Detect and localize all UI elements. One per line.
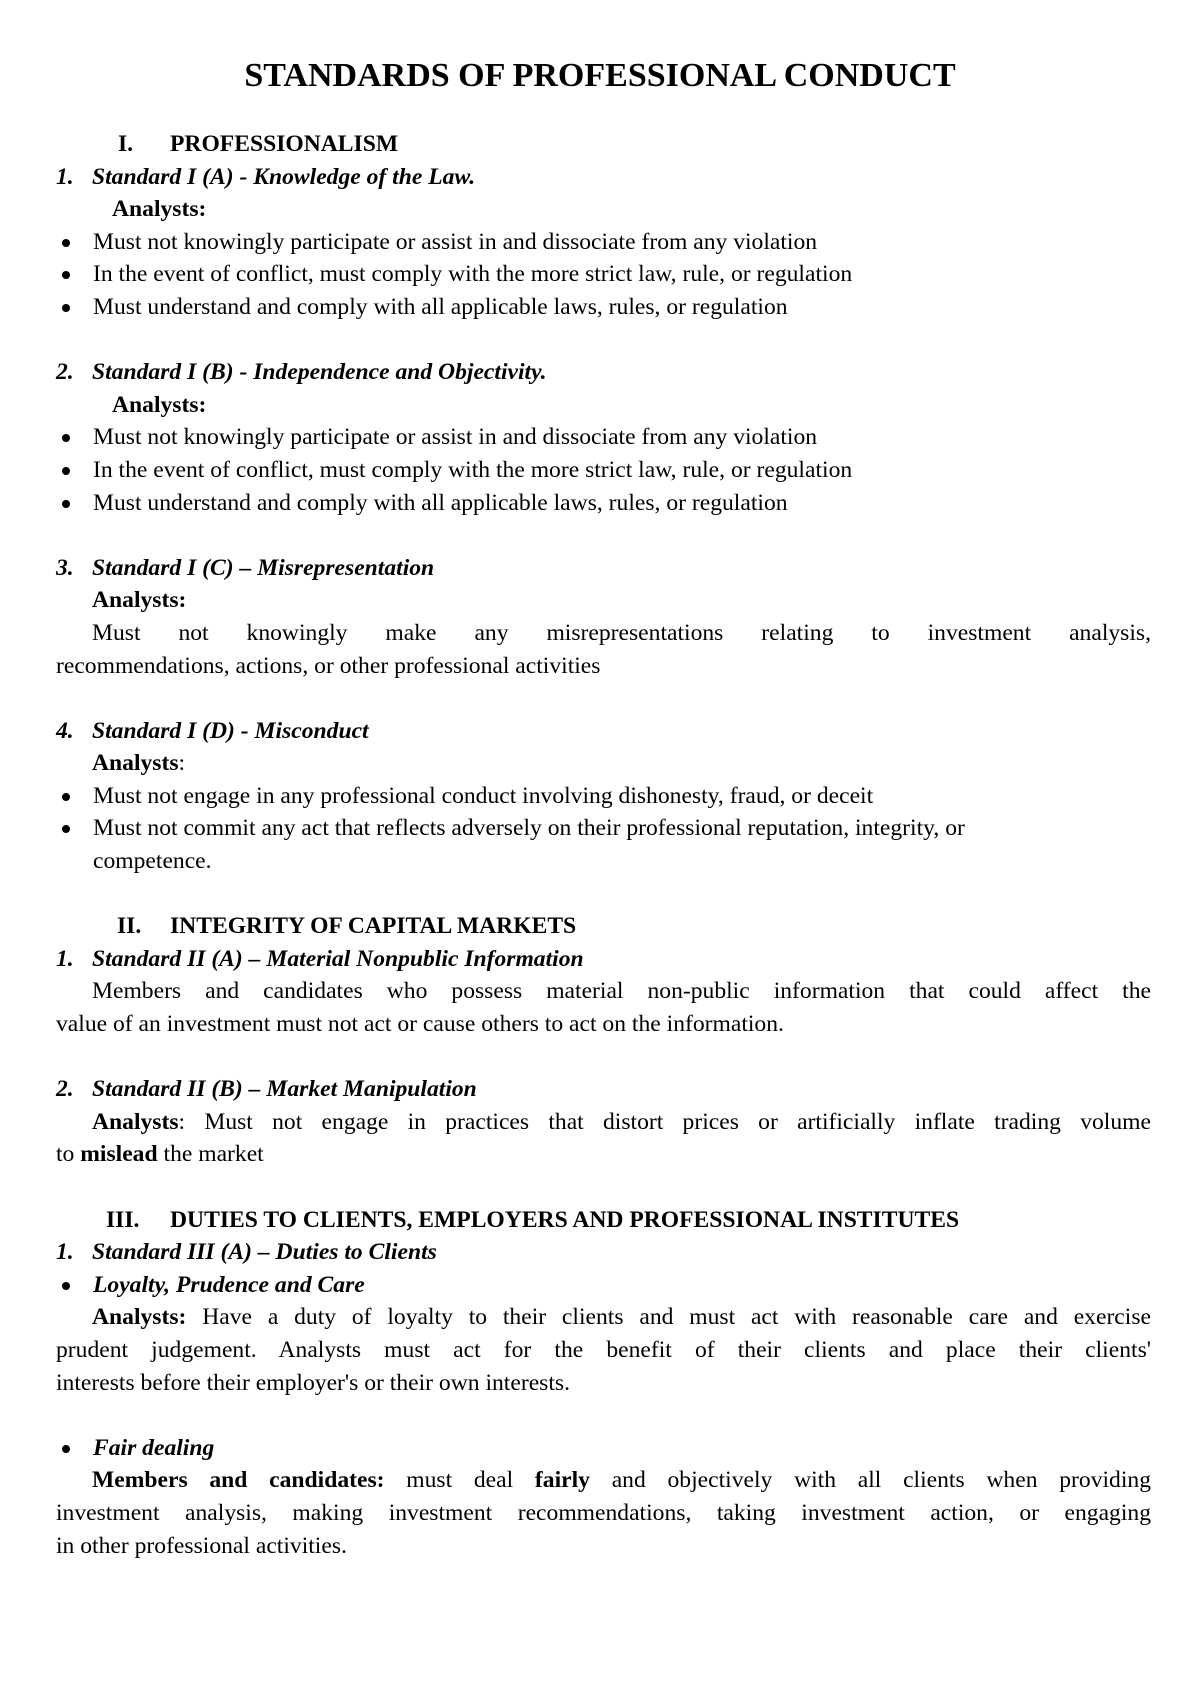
- spacer: [56, 1041, 1151, 1074]
- paragraph-line: Must not knowingly make any misrepresentations relating to investment analysis,: [92, 619, 1151, 646]
- paragraph-line: prudent judgement. Analysts must act for the benefit of their clients and place their clients': [56, 1336, 1151, 1363]
- bullet-icon: [62, 793, 70, 801]
- standard-heading: [56, 943, 1151, 976]
- document-body: [56, 128, 1151, 1562]
- spacer: [56, 1171, 1151, 1204]
- document-title: STANDARDS OF PROFESSIONAL CONDUCT: [244, 57, 956, 94]
- analysts-label: Analysts:: [112, 391, 207, 418]
- paragraph-line: [56, 1138, 1151, 1171]
- section-numeral: II.: [117, 913, 142, 940]
- list-item-text: Must not knowingly participate or assist in and dissociate from any violation: [93, 228, 818, 255]
- paragraph-text: must deal: [384, 1467, 535, 1494]
- list-item-text: Fair dealing: [93, 1434, 215, 1461]
- standard-title: Standard I (A) - Knowledge of the Law.: [92, 163, 476, 190]
- list-item: [56, 291, 1151, 324]
- bullet-icon: [62, 467, 70, 475]
- paragraph-line: [56, 1301, 1151, 1334]
- standard-number: 4.: [56, 717, 74, 744]
- spacer: [56, 324, 1151, 357]
- standard-number: 1.: [56, 945, 74, 972]
- list-item-text: Loyalty, Prudence and Care: [93, 1271, 365, 1298]
- spacer: [56, 682, 1151, 715]
- standard-heading: [56, 1073, 1151, 1106]
- bullet-icon: [62, 1282, 70, 1290]
- standard-number: 3.: [56, 554, 74, 581]
- standard-title: Standard III (A) – Duties to Clients: [92, 1239, 437, 1266]
- list-item-text: Must understand and comply with all applicable laws, rules, or regulation: [93, 293, 788, 320]
- analysts-label: Analysts: [92, 750, 179, 777]
- list-item: [56, 812, 1151, 845]
- list-item-text: Must not engage in any professional conduct involving dishonesty, fraud, or deceit: [93, 782, 874, 809]
- standard-heading: [56, 356, 1151, 389]
- section-title: INTEGRITY OF CAPITAL MARKETS: [170, 913, 577, 940]
- standard-number: 2.: [56, 359, 74, 386]
- paragraph-text: : Must not engage in practices that distort prices or artificially inflate trading volume: [178, 1108, 1151, 1135]
- emphasis-text: fairly: [534, 1467, 590, 1494]
- list-item: [56, 421, 1151, 454]
- paragraph-line: Members and candidates who possess material non-public information that could affect the: [92, 978, 1151, 1005]
- list-item-text: In the event of conflict, must comply with the more strict law, rule, or regulation: [93, 261, 853, 288]
- paragraph-text: the market: [157, 1141, 264, 1168]
- members-label: Members and candidates:: [92, 1467, 385, 1494]
- paragraph-text: and objectively with all clients when providing: [589, 1467, 1151, 1494]
- spacer: [56, 878, 1151, 911]
- paragraph-text: Have a duty of loyalty to their clients and must act with reasonable care and exercise: [186, 1304, 1151, 1331]
- spacer: [56, 519, 1151, 552]
- bullet-icon: [62, 500, 70, 508]
- standard-heading: [56, 161, 1151, 194]
- list-item-text: In the event of conflict, must comply with the more strict law, rule, or regulation: [93, 456, 853, 483]
- bullet-icon: [62, 304, 70, 312]
- standard-title: Standard I (C) – Misrepresentation: [92, 554, 435, 581]
- section-numeral: III.: [106, 1206, 140, 1233]
- paragraph-line: interests before their employer's or their own interests.: [56, 1369, 570, 1396]
- standard-heading: [56, 1236, 1151, 1269]
- bullet-icon: [62, 434, 70, 442]
- standard-title: Standard I (B) - Independence and Objectivity.: [92, 359, 547, 386]
- bullet-icon: [62, 825, 70, 833]
- spacer: [56, 1399, 1151, 1432]
- standard-title: Standard II (A) – Material Nonpublic Information: [92, 945, 584, 972]
- analysts-label-line: [56, 747, 1151, 780]
- section-heading: [56, 128, 1151, 161]
- paragraph-text: to: [56, 1141, 81, 1168]
- bullet-icon: [62, 1445, 70, 1453]
- standard-number: 2.: [56, 1076, 74, 1103]
- standard-title: Standard II (B) – Market Manipulation: [92, 1076, 477, 1103]
- list-item: [56, 780, 1151, 813]
- paragraph-line: investment analysis, making investment recommendations, taking investment action, or engaging: [56, 1499, 1151, 1526]
- standard-heading: [56, 552, 1151, 585]
- list-item: [56, 1269, 1151, 1302]
- section-title: DUTIES TO CLIENTS, EMPLOYERS AND PROFESSIONAL INSTITUTES: [170, 1206, 960, 1233]
- emphasis-text: mislead: [80, 1141, 158, 1168]
- list-item: [56, 487, 1151, 520]
- section-title: PROFESSIONALISM: [170, 131, 399, 157]
- section-heading: [56, 1204, 1151, 1237]
- paragraph-line: in other professional activities.: [56, 1532, 347, 1559]
- list-item: [56, 226, 1151, 259]
- list-item: [56, 1432, 1151, 1465]
- paragraph-line: recommendations, actions, or other professional activities: [56, 652, 601, 679]
- list-item: [56, 258, 1151, 291]
- list-item-text: Must not commit any act that reflects adversely on their professional reputation, integrity, or: [93, 815, 965, 842]
- standard-number: 1.: [56, 1239, 74, 1266]
- paragraph-line: [56, 1106, 1151, 1139]
- analysts-label: Analysts: [92, 1108, 179, 1135]
- bullet-icon: [62, 271, 70, 279]
- list-item-text: Must not knowingly participate or assist in and dissociate from any violation: [93, 424, 818, 451]
- list-item-text: Must understand and comply with all applicable laws, rules, or regulation: [93, 489, 788, 516]
- standard-heading: [56, 715, 1151, 748]
- label-colon: :: [178, 750, 186, 777]
- section-numeral: I.: [118, 131, 134, 157]
- analysts-label: Analysts:: [92, 1304, 187, 1331]
- paragraph-line: [56, 1464, 1151, 1497]
- bullet-icon: [62, 239, 70, 247]
- analysts-label: Analysts:: [92, 587, 187, 614]
- standard-number: 1.: [56, 163, 74, 190]
- analysts-label: Analysts:: [112, 196, 207, 223]
- standard-title: Standard I (D) - Misconduct: [92, 717, 369, 744]
- list-item-continuation: competence.: [93, 848, 212, 875]
- section-heading: [56, 910, 1151, 943]
- paragraph-line: value of an investment must not act or cause others to act on the information.: [56, 1011, 784, 1038]
- list-item: [56, 454, 1151, 487]
